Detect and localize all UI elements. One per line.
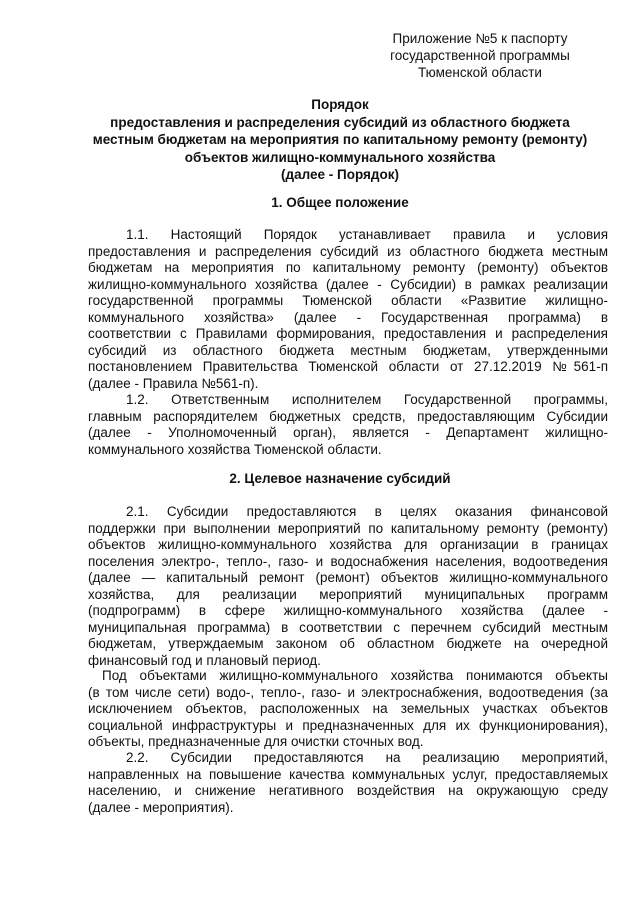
text-line: (далее — капитальный ремонт (ремонт) объектов жилищно-коммунального (88, 570, 608, 585)
appendix-line: государственной программы (390, 48, 570, 63)
title-line: Порядок (311, 97, 369, 112)
text-line: жилищно-коммунального хозяйства (далее - Субсидии) в рамках реализации (88, 276, 608, 292)
text-line: исключением объектов, расположенных на земельных участках объектов (88, 701, 608, 716)
title-line: объектов жилищно-коммунального хозяйства (184, 149, 496, 165)
text-line: 2.1. Субсидии предоставляются в целях оказания финансовой (126, 504, 608, 519)
text-line: (далее - мероприятия). (88, 799, 234, 815)
document-title (70, 96, 610, 184)
section-1-heading: 1. Общее положение (271, 195, 409, 210)
text-line: коммунального хозяйства Тюменской области. (88, 441, 382, 457)
paragraph-2-2 (88, 750, 608, 816)
text-line: коммунального хозяйства» (далее - Государственная программа) в (88, 309, 608, 325)
text-line: постановлением Правительства Тюменской области от 27.12.2019 №561-п (88, 359, 608, 374)
text-line: (далее - Правила №561-п). (88, 375, 259, 391)
text-line: предоставления и распределения субсидий из областного бюджета местным (88, 243, 608, 259)
appendix-line: Тюменской области (418, 65, 542, 80)
text-line: 2.2. Субсидии предоставляются на реализацию мероприятий, (126, 750, 608, 765)
text-line: 1.1. Настоящий Порядок устанавливает правила и условия (126, 227, 608, 242)
title-line: предоставления и распределения субсидий из областного бюджета (110, 114, 570, 130)
text-line: муниципальная программа) в соответствии с перечнем субсидий местным (88, 619, 608, 635)
text-line: Под объектами жилищно-коммунального хозяйства понимаются объекты (102, 668, 608, 683)
text-line: бюджетам на мероприятия по капитальному ремонту (ремонту) объектов (88, 260, 608, 275)
text-line: бюджетам, утверждаемым законом об областном бюджете на очередной (88, 636, 608, 651)
text-line: хозяйства, для реализации мероприятий муниципальных программ (88, 586, 608, 602)
text-line: соответствии с Правилами формирования, предоставления и распределения (88, 326, 608, 341)
section-2-heading: 2. Целевое назначение субсидий (229, 471, 451, 486)
text-line: (в том числе сети) водо-, тепло-, газо- и электроснабжения, водоотведения (за (88, 684, 608, 700)
paragraph-2-1 (88, 504, 608, 669)
title-line: местным бюджетам на мероприятия по капитальному ремонту (ремонту) (92, 132, 588, 147)
text-line: населению, и снижение негативного воздействия на окружающую среду (88, 783, 608, 798)
text-line: 1.2. Ответственным исполнителем Государственной программы, (126, 392, 608, 407)
text-line: объекты, предназначенные для очистки сточных вод. (88, 734, 424, 749)
appendix-line: Приложение №5 к паспорту (392, 31, 568, 46)
appendix-note (360, 30, 600, 81)
text-line: (далее - Уполномоченный орган), является - Департамент жилищно- (88, 425, 608, 440)
text-line: главным распорядителем бюджетных средств, предоставляющим Субсидии (88, 408, 608, 424)
text-line: поселения электро-, тепло-, газо- и водоснабжения населения, водоотведения (88, 553, 608, 569)
title-line: (далее - Порядок) (281, 167, 399, 182)
text-line: государственной программы Тюменской области «Развитие жилищно- (88, 293, 608, 308)
paragraph-1-2 (88, 392, 608, 458)
text-line: объектов жилищно-коммунального хозяйства для организации в границах (88, 537, 608, 552)
text-line: поддержки при выполнении мероприятий по капитальному ремонту (ремонту) (88, 520, 608, 536)
paragraph-1-1 (88, 227, 608, 392)
text-line: социальной инфраструктуры и предназначенных для их функционирования), (88, 717, 608, 733)
text-line: субсидий из областного бюджета местным бюджетам, утвержденными (88, 342, 608, 358)
text-line: направленных на повышение качества коммунальных услуг, предоставляемых (88, 766, 608, 782)
text-line: финансовый год и плановый период. (88, 652, 321, 668)
paragraph-2-objects (88, 668, 608, 751)
text-line: (подпрограмм) в сфере жилищно-коммунального хозяйства (далее - (88, 603, 608, 618)
